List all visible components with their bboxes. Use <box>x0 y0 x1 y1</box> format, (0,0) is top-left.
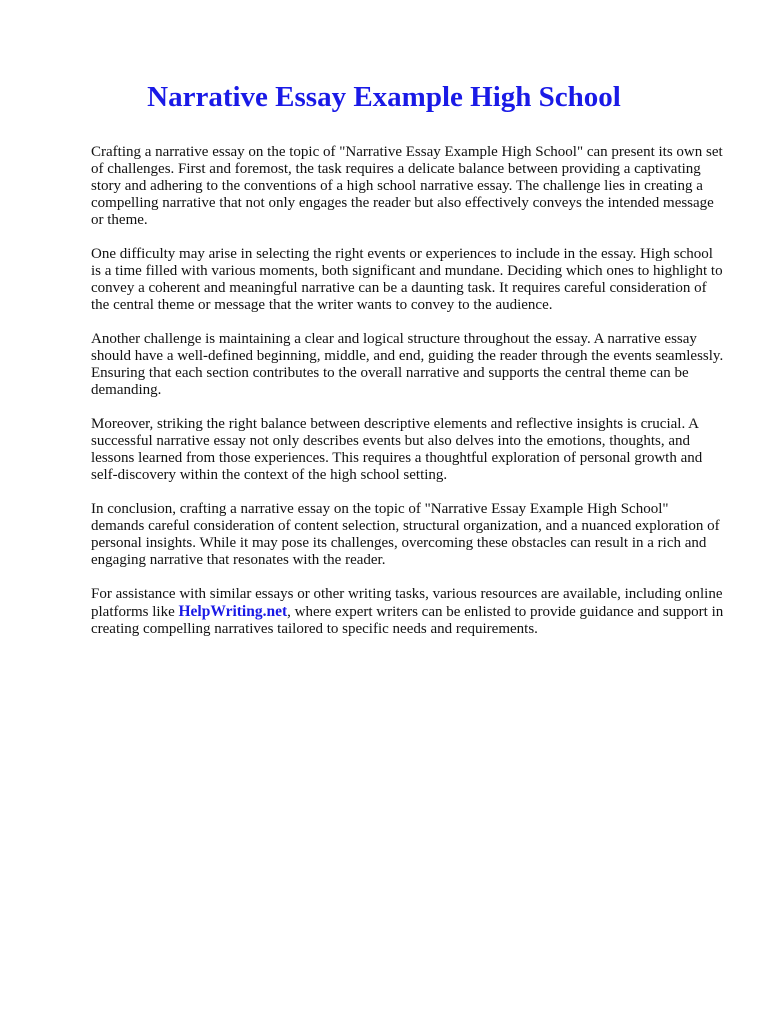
helpwriting-link[interactable]: HelpWriting.net <box>178 603 288 620</box>
paragraph-assistance <box>91 586 724 638</box>
paragraph-structure: Another challenge is maintaining a clear and logical structure throughout the essay. A narrative essay should have a well-defined beginning, middle, and end, guiding the reader through the events seamlessly. Ensuring that each section contributes to the overall narrative and supports the central theme can be demanding. <box>91 331 724 398</box>
assistance-text-before-link: For assistance with similar essays or other writing tasks, various resources are available, including online platforms like <box>91 586 723 620</box>
paragraph-selecting-events: One difficulty may arise in selecting the right events or experiences to include in the essay. High school is a time filled with various moments, both significant and mundane. Deciding which ones to highlight to convey a coherent and meaningful narrative can be a daunting task. It requires careful consideration of the central theme or message that the writer wants to convey to the audience. <box>91 246 723 313</box>
paragraph-intro: Crafting a narrative essay on the topic of "Narrative Essay Example High School" can present its own set of challenges. First and foremost, the task requires a delicate balance between providing a captivating story and adhering to the conventions of a high school narrative essay. The challenge lies in creating a compelling narrative that not only engages the reader but also effectively conveys the intended message or theme. <box>91 144 723 228</box>
paragraph-conclusion: In conclusion, crafting a narrative essay on the topic of "Narrative Essay Example High School" demands careful consideration of content selection, structural organization, and a nuanced exploration of personal insights. While it may pose its challenges, overcoming these obstacles can result in a rich and engaging narrative that resonates with the reader. <box>91 501 720 568</box>
document-title: Narrative Essay Example High School <box>147 81 621 113</box>
paragraph-balance: Moreover, striking the right balance between descriptive elements and reflective insights is crucial. A successful narrative essay not only describes events but also delves into the emotions, thoughts, and lessons learned from those experiences. This requires a thoughtful exploration of personal growth and self-discovery within the context of the high school setting. <box>91 416 703 483</box>
assistance-text-after-link: , where expert writers can be enlisted to provide guidance and support in creating compelling narratives tailored to specific needs and requirements. <box>91 604 724 637</box>
